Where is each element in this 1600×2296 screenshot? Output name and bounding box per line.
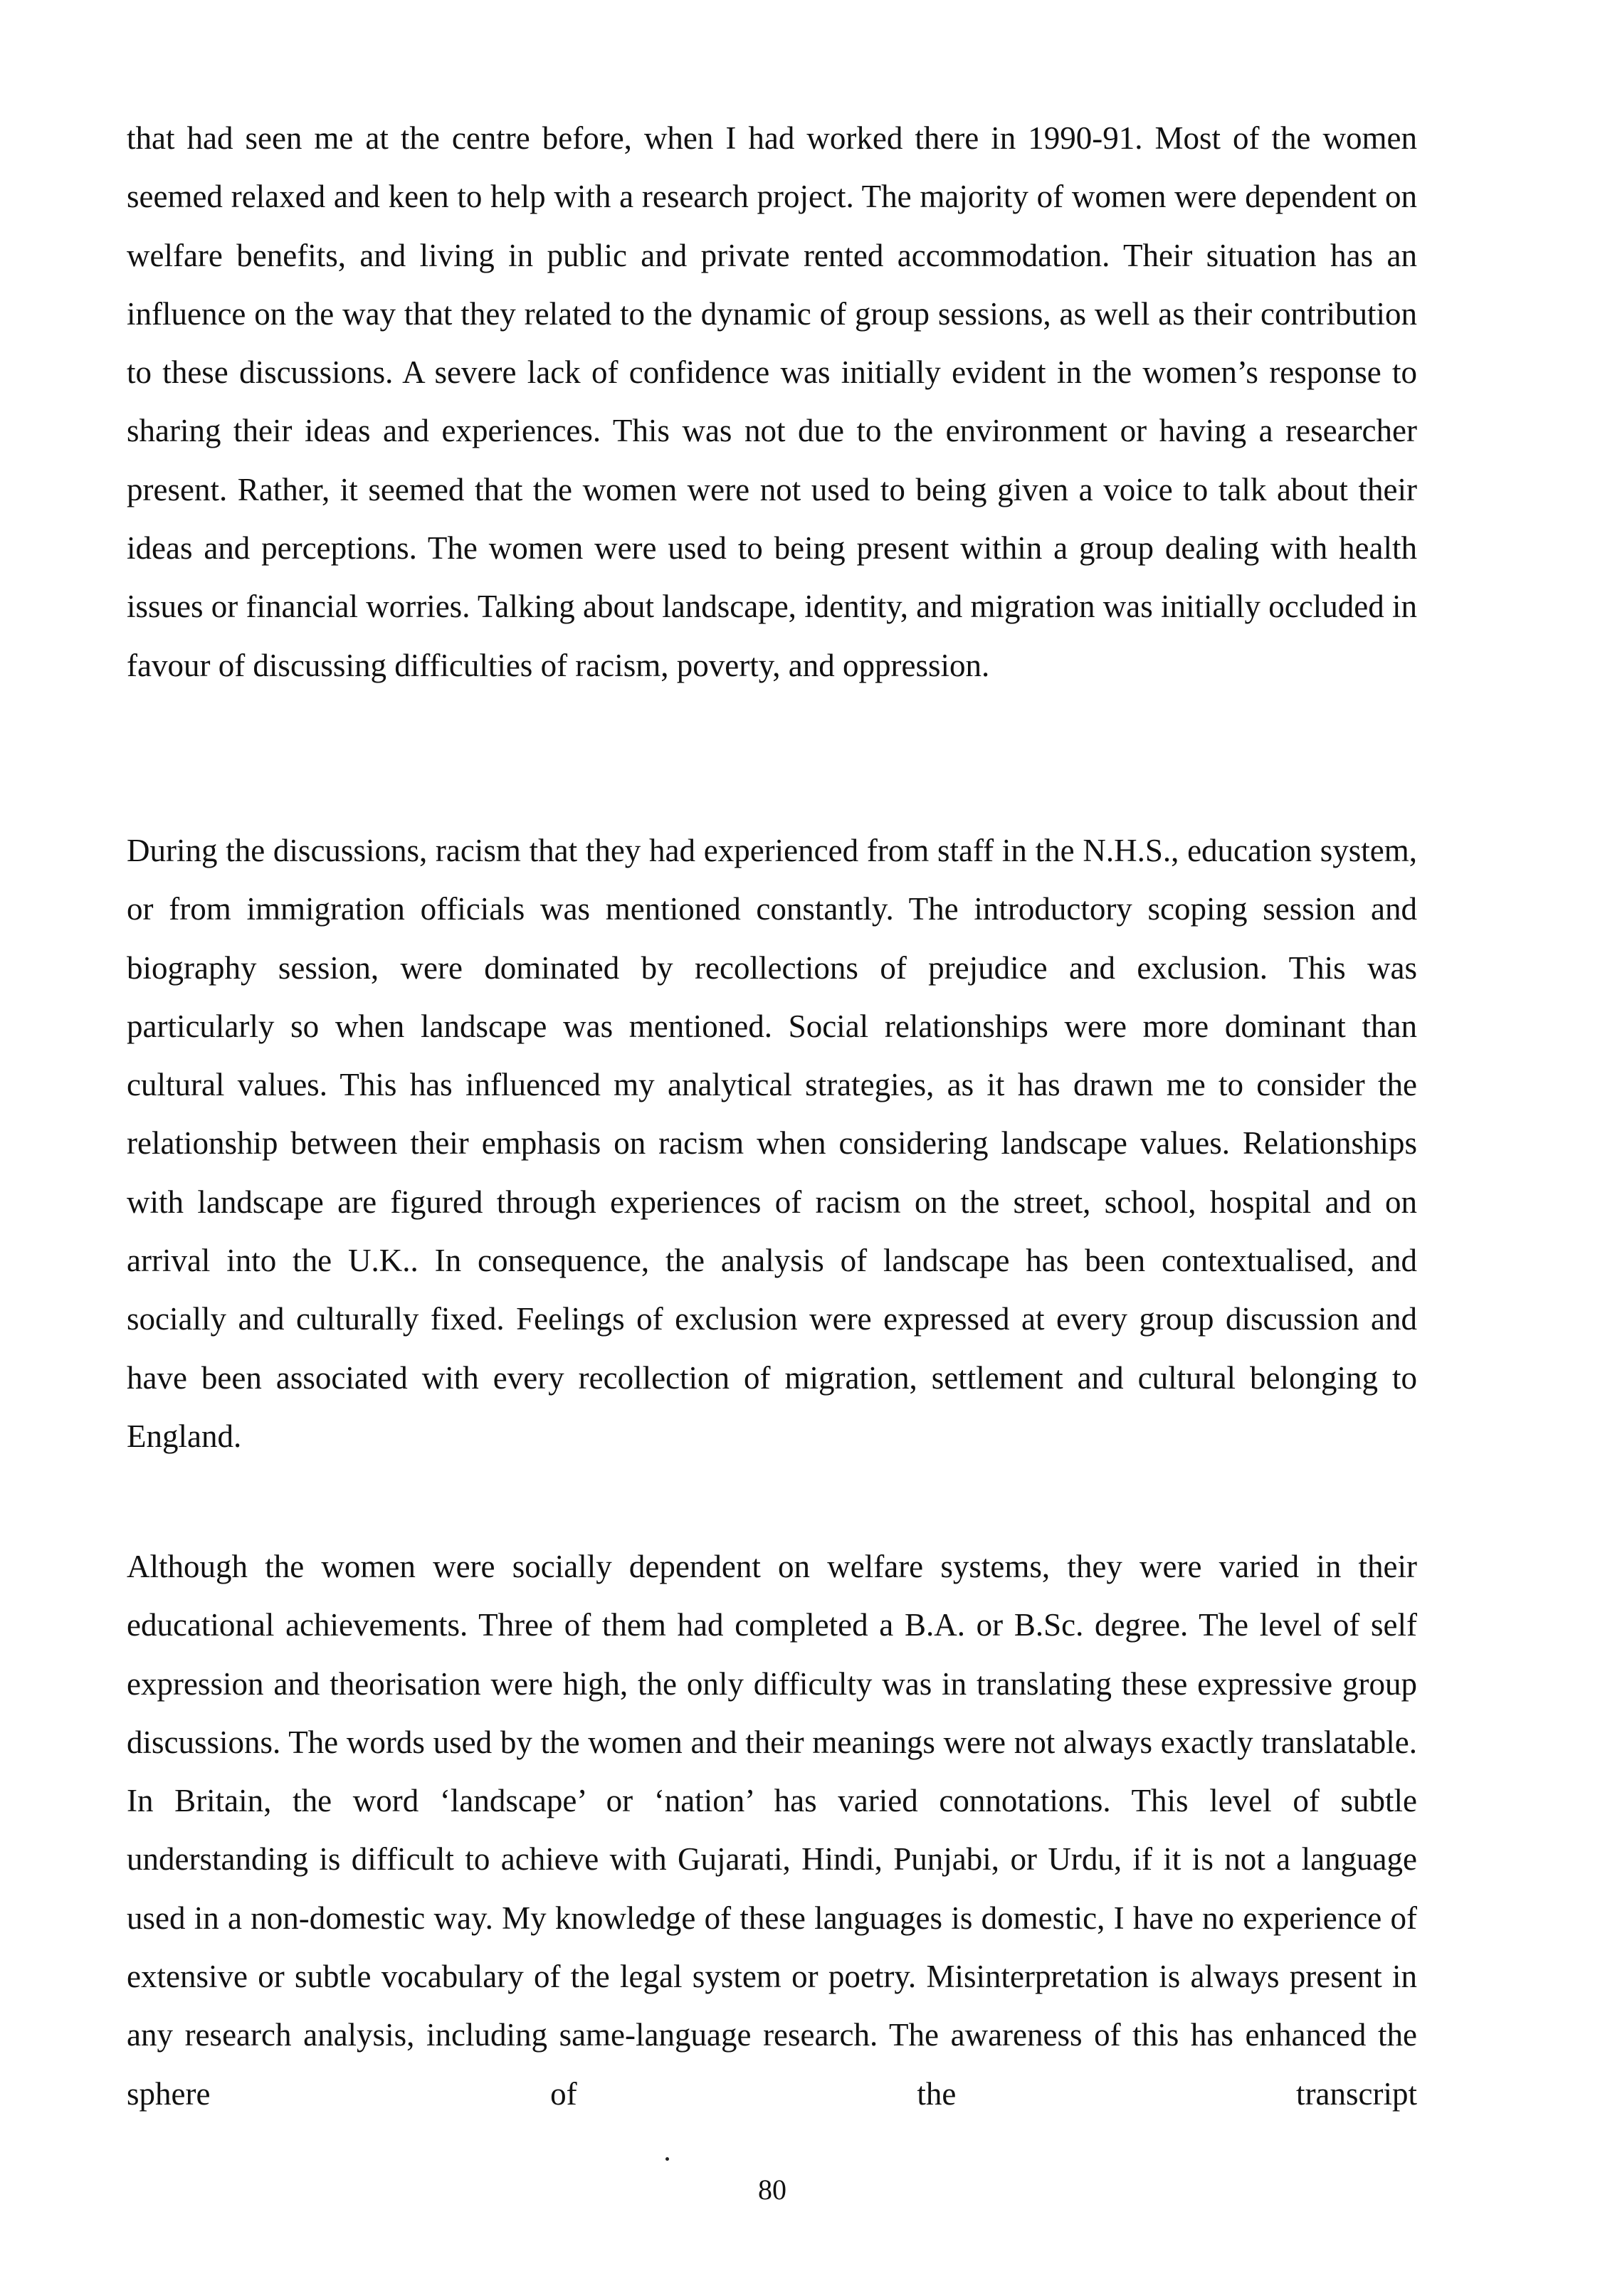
scan-speck (665, 2157, 669, 2161)
page-number: 80 (758, 2174, 786, 2206)
body-paragraph-1: that had seen me at the centre before, when I had worked there in 1990-91. Most of the women seemed relaxed and keen to help with a research project. The majority of women were dependent on welfare benefits, and living in public and private rented accommodation. Their situation has an influence on the way that they related to the dynamic of group sessions, as well as their contribution to these discussions. A severe lack of confidence was initially evident in the women’s response to sharing their ideas and experiences. This was not due to the environment or having a researcher present. Rather, it seemed that the women were not used to being given a voice to talk about their ideas and perceptions. The women were used to being present within a group dealing with health issues or financial worries. Talking about landscape, identity, and migration was initially occluded in favour of discussing difficulties of racism, poverty, and oppression. (127, 120, 1417, 683)
body-paragraph-3: Although the women were socially dependent on welfare systems, they were varied in their educational achievements. Three of them had completed a B.A. or B.Sc. degree. The level of self expression and theorisation were high, the only difficulty was in translating these expressive group discussions. The words used by the women and their meanings were not always exactly translatable. In Britain, the word ‘landscape’ or ‘nation’ has varied connotations. This level of subtle understanding is difficult to achieve with Gujarati, Hindi, Punjabi, or Urdu, if it is not a language used in a non-domestic way. My knowledge of these languages is domestic, I have no experience of extensive or subtle vocabulary of the legal system or poetry. Misinterpretation is always present in any research analysis, including same-language research. The awareness of this has enhanced the sphere of the transcript (127, 1549, 1417, 2112)
body-paragraph-2: During the discussions, racism that they had experienced from staff in the N.H.S., education system, or from immigration officials was mentioned constantly. The introductory scoping session and biography session, were dominated by recollections of prejudice and exclusion. This was particularly so when landscape was mentioned. Social relationships were more dominant than cultural values. This has influenced my analytical strategies, as it has drawn me to consider the relationship between their emphasis on racism when considering landscape values. Relationships with landscape are figured through experiences of racism on the street, school, hospital and on arrival into the U.K.. In consequence, the analysis of landscape has been contextualised, and socially and culturally fixed. Feelings of exclusion were expressed at every group discussion and have been associated with every recollection of migration, settlement and cultural belonging to England. (127, 833, 1417, 1454)
